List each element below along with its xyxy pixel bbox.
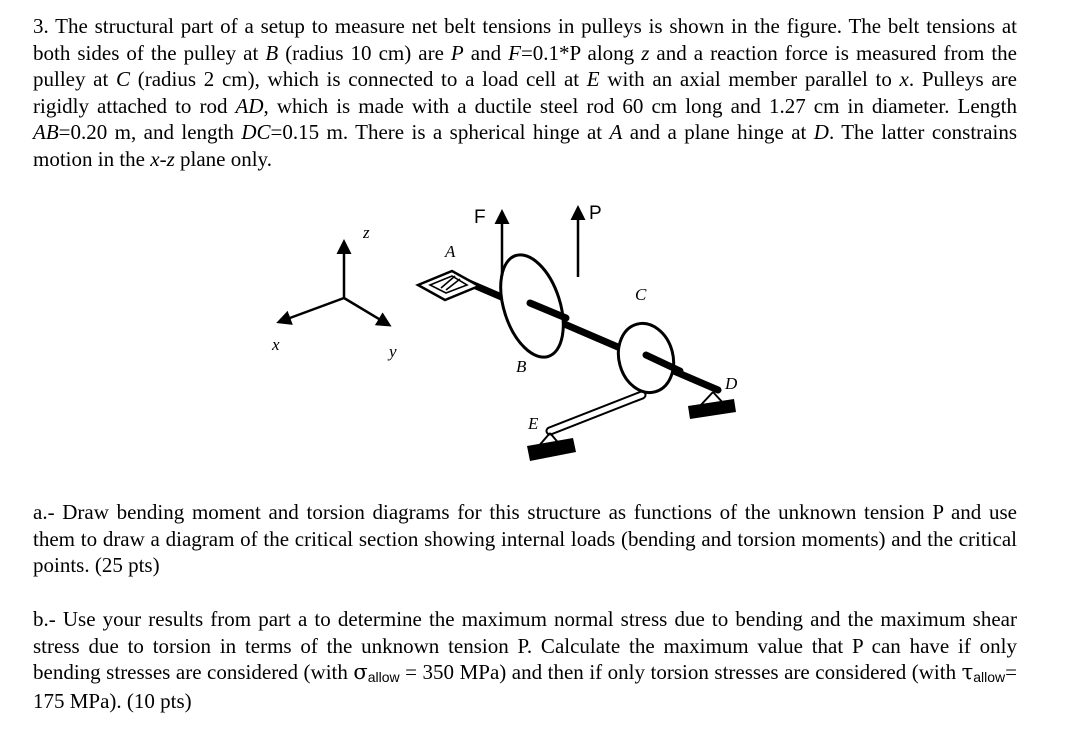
force-p-label: P — [589, 203, 602, 224]
support-e — [527, 433, 576, 461]
y-axis-arrow — [344, 298, 389, 325]
point-d-label: D — [725, 374, 738, 393]
question-a: a.- Draw bending moment and torsion diagrams for this structure as functions of the unknown tension P and use them to draw a diagram of the critical section showing internal loads (bending and torsion moments) and the critical points. (25 pts) — [33, 500, 1017, 578]
tau-symbol: τ — [961, 660, 974, 685]
force-f-label: F — [474, 207, 486, 228]
sigma-symbol: σ — [353, 660, 368, 685]
problem-statement: 3. The structural part of a setup to measure net belt tensions in pulleys is shown in the figure. The belt tensions at both sides of the pulley at B (radius 10 cm) are P and F=0.1*P along z and a reaction force is measured from the pulley at C (radius 2 cm), which is connected to a load cell at E with an axial member parallel to x. Pulleys are rigidly attached to rod AD, which is made with a ductile steel rod 60 cm long and 1.27 cm in diameter. Length AB=0.20 m, and length DC=0.15 m. There is a spherical hinge at A and a plane hinge at D. The latter constrains motion in the x-z plane only. — [33, 14, 1017, 171]
axial-member-ec — [550, 395, 642, 431]
question-b: b.- Use your results from part a to determine the maximum normal stress due to bending and the maximum shear stress due to torsion in terms of the unknown tension P. Calculate the maximum value that P can have if only bending stresses are considered (with σallow = 350 MPa) and then if only torsion stresses are considered (with τallow= 175 MPa). (10 pts) — [33, 607, 1017, 713]
spherical-hinge-a — [418, 271, 479, 300]
y-axis-label: y — [389, 342, 397, 361]
point-e-label: E — [528, 414, 539, 433]
point-b-label: B — [516, 357, 527, 376]
coordinate-axes — [271, 223, 397, 361]
x-axis-label: x — [272, 335, 280, 354]
plane-hinge-d — [688, 392, 736, 419]
z-axis-label: z — [363, 223, 370, 242]
point-c-label: C — [635, 285, 647, 304]
point-a-label: A — [445, 242, 456, 261]
x-axis-arrow — [279, 298, 344, 322]
